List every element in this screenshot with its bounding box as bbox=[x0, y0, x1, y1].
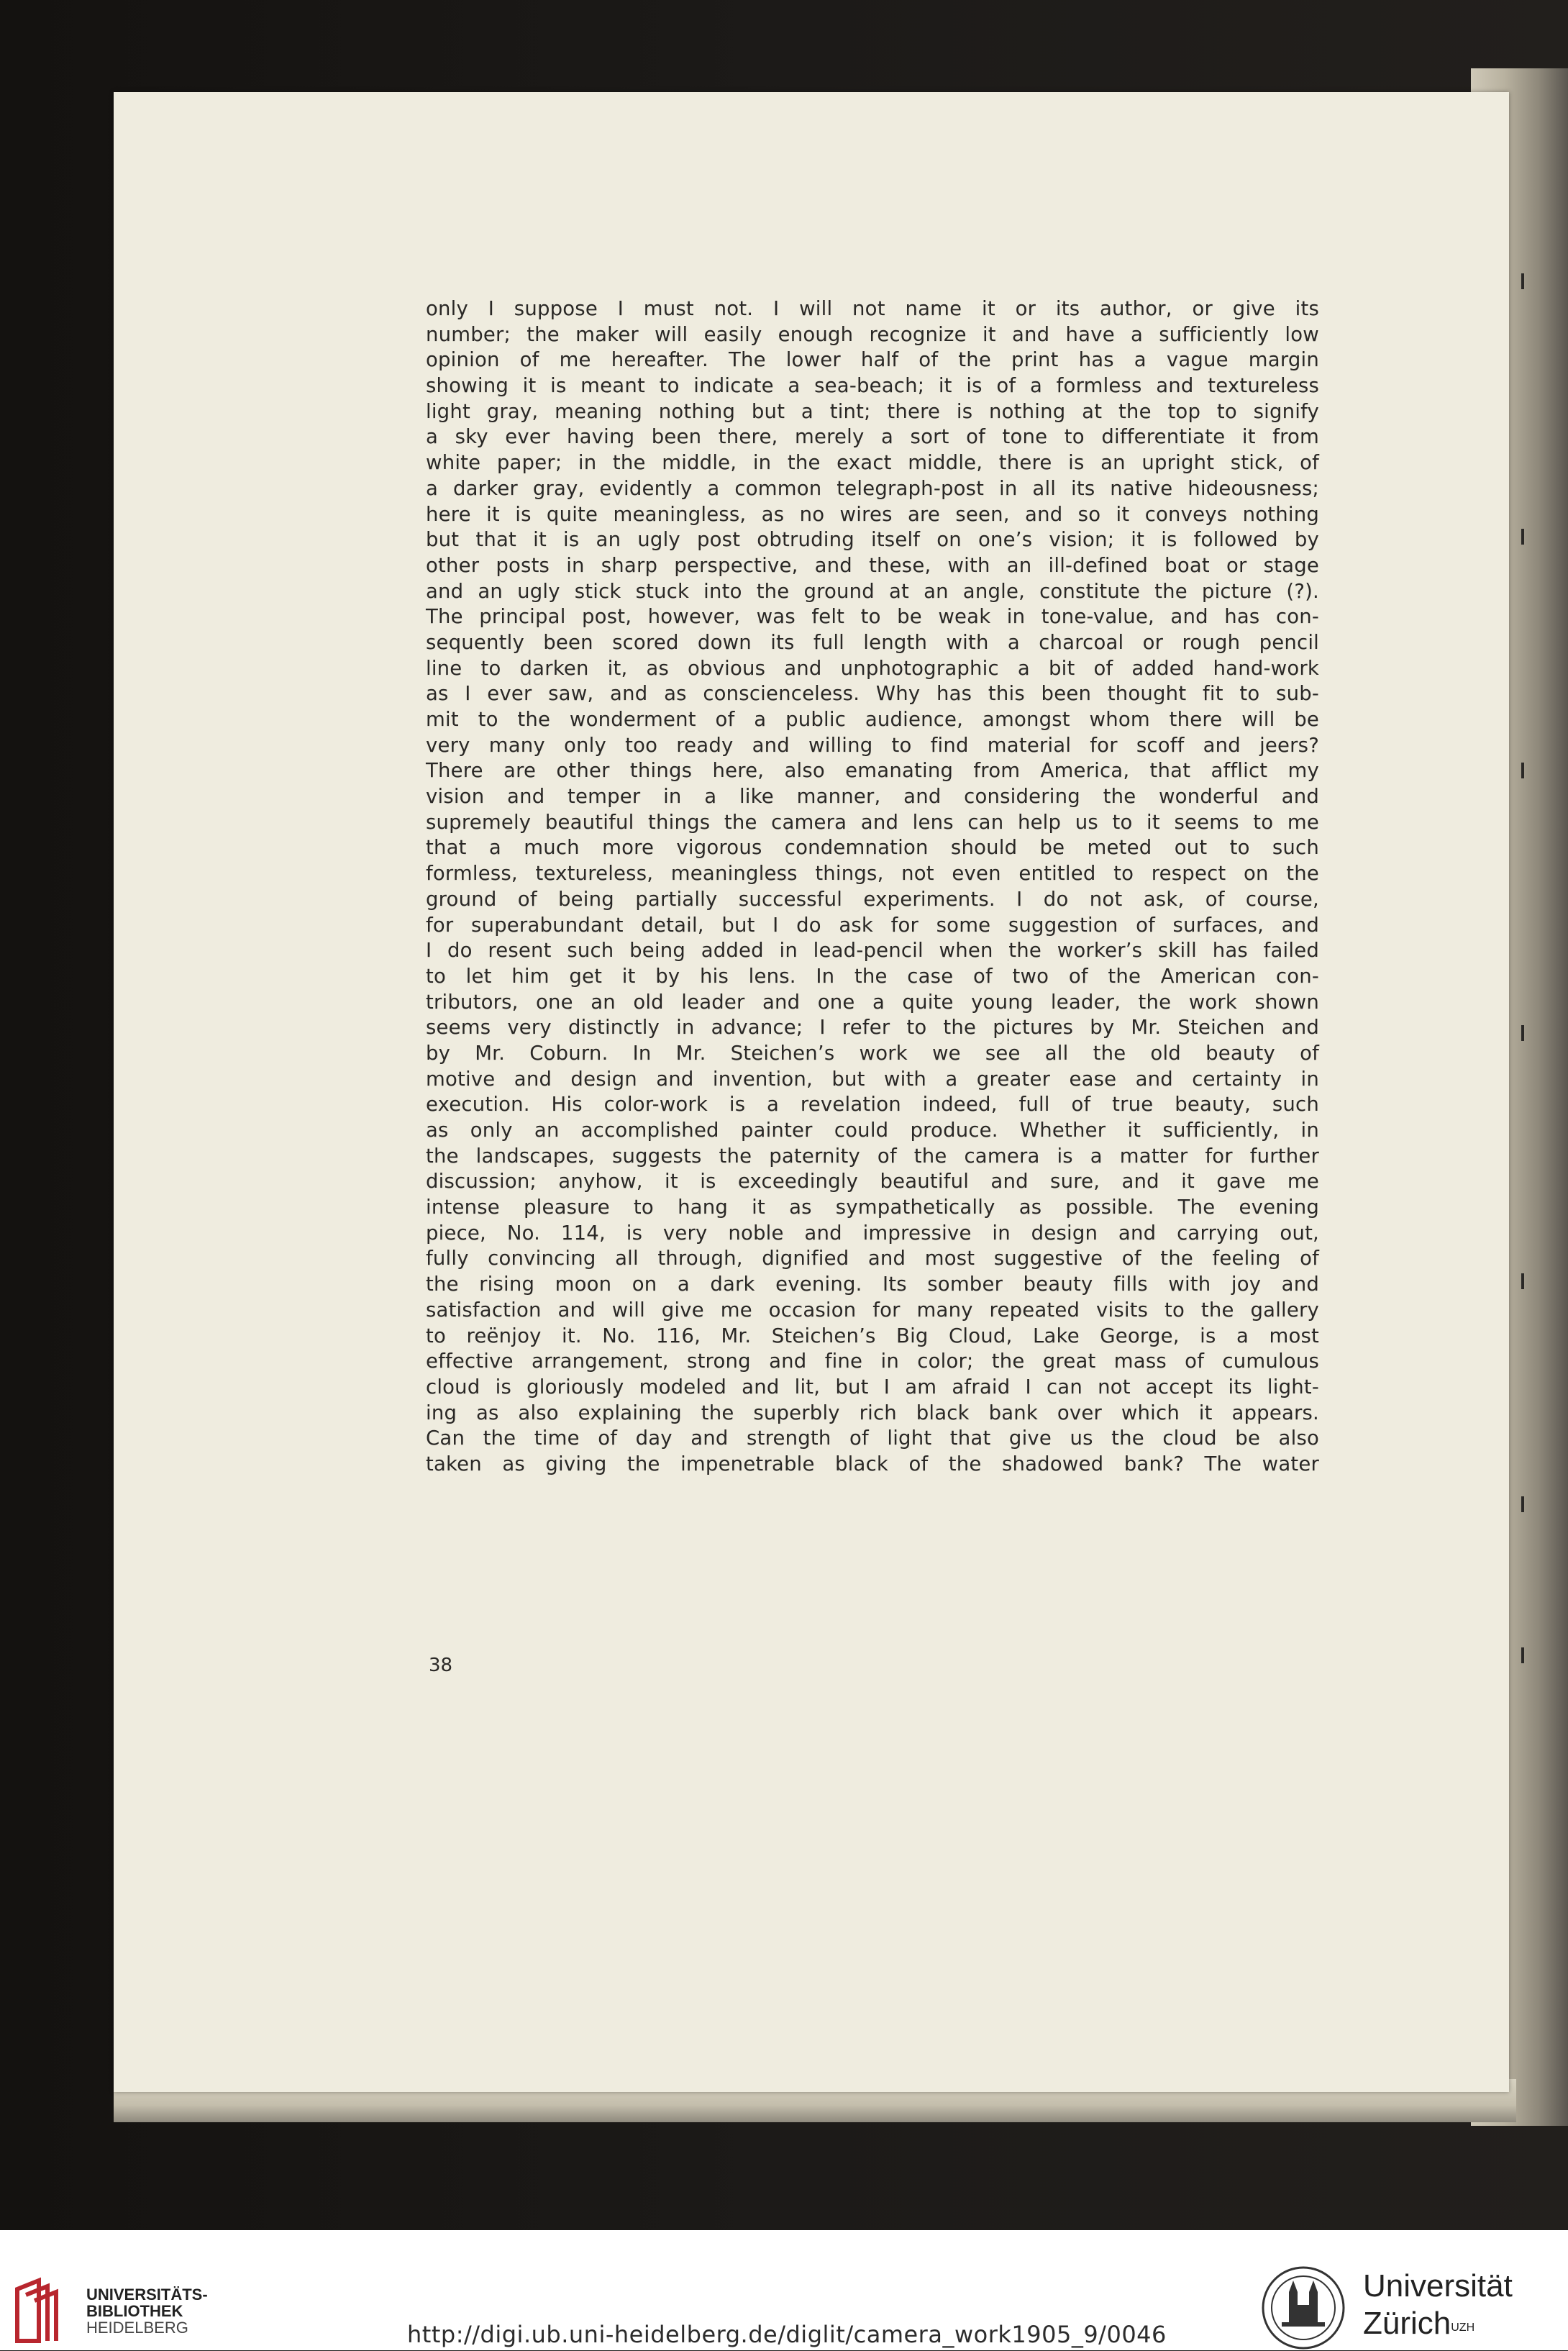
margin-mark bbox=[1521, 1025, 1524, 1041]
ub-name-line: HEIDELBERG bbox=[86, 2319, 188, 2337]
ub-name-line: UNIVERSITÄTS- bbox=[86, 2286, 208, 2304]
margin-mark bbox=[1521, 1273, 1524, 1289]
text-line: light gray, meaning nothing but a tint; there is nothing at the top to signify bbox=[426, 399, 1319, 423]
text-line: motive and design and invention, but with a greater ease and certainty in bbox=[426, 1067, 1319, 1091]
text-line: here it is quite meaningless, as no wires are seen, and so it conveys nothing bbox=[426, 502, 1319, 526]
text-line: that a much more vigorous condemnation should be meted out to such bbox=[426, 836, 1319, 860]
permalink-url[interactable]: http://digi.ub.uni-heidelberg.de/diglit/camera_work1905_9/0046 bbox=[407, 2321, 1167, 2348]
margin-mark bbox=[1521, 529, 1524, 545]
text-line: the rising moon on a dark evening. Its somber beauty fills with joy and bbox=[426, 1273, 1319, 1296]
text-line: formless, textureless, meaningless things, not even entitled to respect on the bbox=[426, 862, 1319, 886]
text-line: fully convincing all through, dignified and most suggestive of the feeling of bbox=[426, 1247, 1319, 1270]
text-line: The principal post, however, was felt to be weak in tone-value, and has con- bbox=[426, 605, 1319, 629]
uzh-name bbox=[1363, 2268, 1513, 2342]
text-line: opinion of me hereafter. The lower half of the print has a vague margin bbox=[426, 348, 1319, 372]
text-line: I do resent such being added in lead-pencil when the worker’s skill has failed bbox=[426, 939, 1319, 963]
text-line: by Mr. Coburn. In Mr. Steichen’s work we see all the old beauty of bbox=[426, 1041, 1319, 1065]
ub-heidelberg-name bbox=[86, 2286, 208, 2336]
text-line: satisfaction and will give me occasion for many repeated visits to the gallery bbox=[426, 1298, 1319, 1322]
text-line: seems very distinctly in advance; I refer to the pictures by Mr. Steichen and bbox=[426, 1016, 1319, 1040]
margin-mark bbox=[1521, 763, 1524, 778]
text-line: mit to the wonderment of a public audience, amongst whom there will be bbox=[426, 708, 1319, 731]
text-line: and an ugly stick stuck into the ground at an angle, constitute the picture (?). bbox=[426, 579, 1319, 603]
text-line: showing it is meant to indicate a sea-beach; it is of a formless and textureless bbox=[426, 374, 1319, 398]
text-line: vision and temper in a like manner, and considering the wonderful and bbox=[426, 785, 1319, 809]
text-line: to let him get it by his lens. In the case of two of the American con- bbox=[426, 964, 1319, 988]
uzh-name-line: Universität bbox=[1363, 2268, 1513, 2304]
text-line: effective arrangement, strong and fine in color; the great mass of cumulous bbox=[426, 1350, 1319, 1373]
margin-mark bbox=[1521, 273, 1524, 289]
text-line: as only an accomplished painter could produce. Whether it sufficiently, in bbox=[426, 1119, 1319, 1142]
text-line: supremely beautiful things the camera and lens can help us to it seems to me bbox=[426, 810, 1319, 834]
uzh-name-city: Zürich bbox=[1363, 2306, 1451, 2341]
text-line: ground of being partially successful experiments. I do not ask, of course, bbox=[426, 887, 1319, 911]
text-line: for superabundant detail, but I do ask for some suggestion of surfaces, and bbox=[426, 913, 1319, 937]
text-line: sequently been scored down its full length with a charcoal or rough pencil bbox=[426, 630, 1319, 654]
ub-heidelberg-logo bbox=[10, 2275, 75, 2347]
uzh-name-line bbox=[1363, 2305, 1513, 2342]
text-line: intense pleasure to hang it as sympathetically as possible. The evening bbox=[426, 1196, 1319, 1219]
text-line: piece, No. 114, is very noble and impressive in design and carrying out, bbox=[426, 1221, 1319, 1245]
text-line: discussion; anyhow, it is exceedingly beautiful and sure, and it gave me bbox=[426, 1170, 1319, 1193]
uzh-superscript: UZH bbox=[1451, 2322, 1475, 2334]
text-line: but that it is an ugly post obtruding itself on one’s vision; it is followed by bbox=[426, 528, 1319, 552]
margin-mark bbox=[1521, 1496, 1524, 1512]
text-line: only I suppose I must not. I will not name it or its author, or give its bbox=[426, 297, 1319, 320]
text-line: tributors, one an old leader and one a quite young leader, the work shown bbox=[426, 990, 1319, 1014]
text-line: a darker gray, evidently a common telegraph-post in all its native hideousness; bbox=[426, 476, 1319, 500]
text-line: There are other things here, also emanating from America, that afflict my bbox=[426, 759, 1319, 783]
text-line: Can the time of day and strength of light that give us the cloud be also bbox=[426, 1427, 1319, 1450]
text-line: taken as giving the impenetrable black of the shadowed bank? The water bbox=[426, 1452, 1319, 1475]
text-line: number; the maker will easily enough recognize it and have a sufficiently low bbox=[426, 322, 1319, 346]
text-line: the landscapes, suggests the paternity of the camera is a matter for further bbox=[426, 1144, 1319, 1168]
text-line: ing as also explaining the superbly rich black bank over which it appears. bbox=[426, 1401, 1319, 1424]
page-number: 38 bbox=[429, 1655, 453, 1676]
text-line: cloud is gloriously modeled and lit, but I am afraid I can not accept its light- bbox=[426, 1375, 1319, 1399]
text-line: as I ever saw, and as conscienceless. Why has this been thought fit to sub- bbox=[426, 682, 1319, 706]
text-line: a sky ever having been there, merely a sort of tone to differentiate it from bbox=[426, 425, 1319, 449]
body-text bbox=[426, 296, 1319, 1478]
margin-mark bbox=[1521, 1647, 1524, 1663]
text-line: line to darken it, as obvious and unphotographic a bit of added hand-work bbox=[426, 656, 1319, 680]
uzh-seal-icon bbox=[1260, 2265, 1346, 2351]
text-line: to reënjoy it. No. 116, Mr. Steichen’s Big Cloud, Lake George, is a most bbox=[426, 1324, 1319, 1347]
text-line: white paper; in the middle, in the exact middle, there is an upright stick, of bbox=[426, 451, 1319, 475]
text-line: very many only too ready and willing to find material for scoff and jeers? bbox=[426, 733, 1319, 757]
text-line: other posts in sharp perspective, and these, with an ill-defined boat or stage bbox=[426, 553, 1319, 577]
ub-name-line: BIBLIOTHEK bbox=[86, 2302, 183, 2320]
text-line: execution. His color-work is a revelation indeed, full of true beauty, such bbox=[426, 1093, 1319, 1117]
